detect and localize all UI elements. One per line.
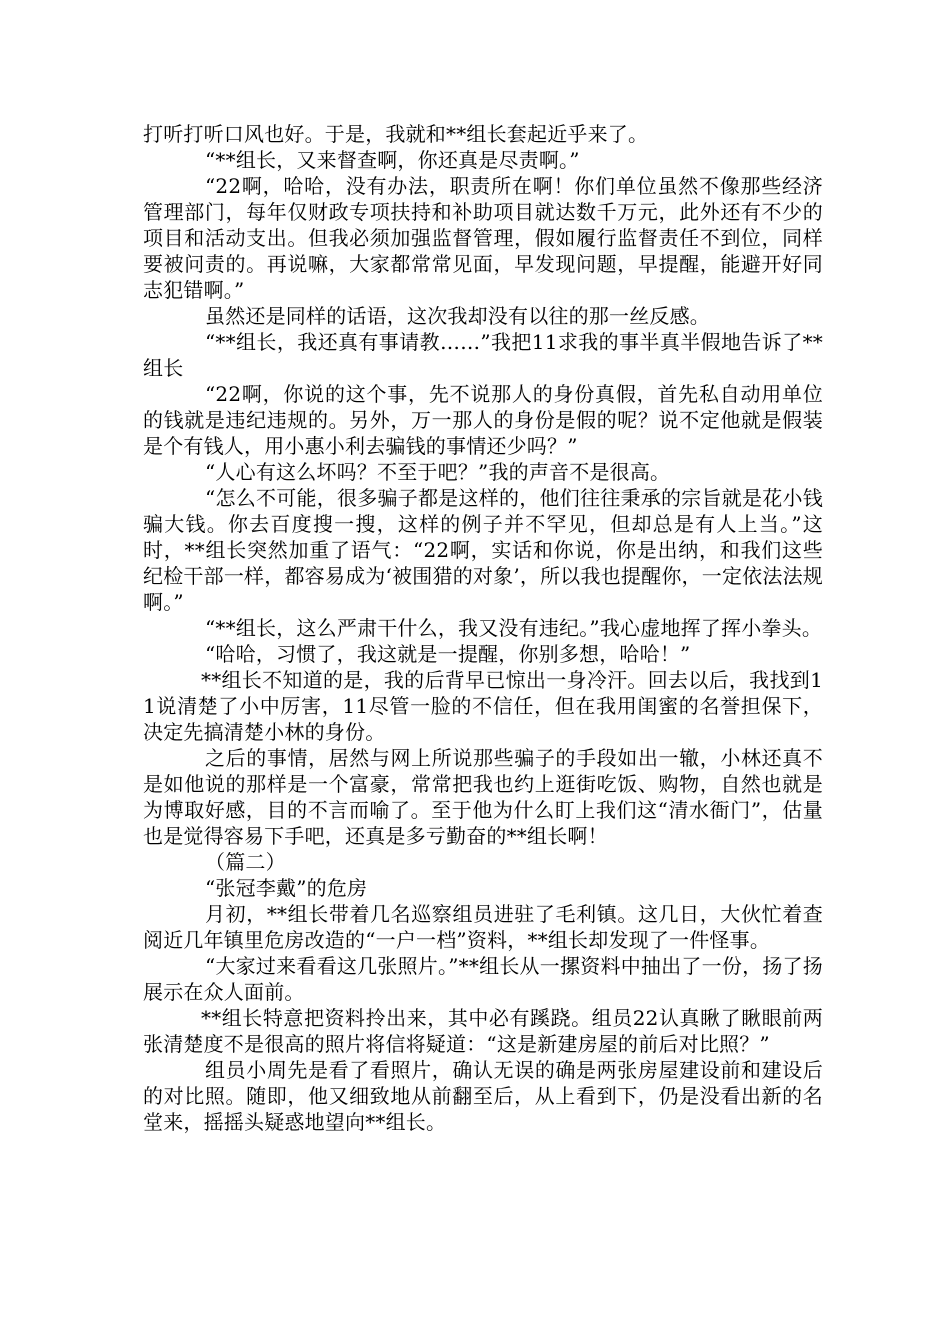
paragraph-1: 打听打听口风也好。于是，我就和**组长套起近乎来了。 bbox=[143, 122, 649, 146]
document-page bbox=[143, 121, 823, 1135]
section-title: “张冠李戴”的危房 bbox=[205, 876, 368, 900]
paragraph-11: **组长不知道的是，我的后背早已惊出一身冷汗。回去以后，我找到11说清楚了小中厉害，11尽管一脸的不信任，但在我用闺蜜的名誉担保下，决定先搞清楚小林的身份。 bbox=[143, 668, 823, 744]
section-heading-part-two: （篇二） bbox=[205, 850, 286, 874]
paragraph-16: 组员小周先是看了看照片，确认无误的确是两张房屋建设前和建设后的对比照。随即，他又细致地从前翻至后，从上看到下，仍是没看出新的名堂来，摇摇头疑惑地望向**组长。 bbox=[143, 1058, 823, 1134]
paragraph-2: “**组长，又来督查啊，你还真是尽责啊。” bbox=[205, 148, 580, 172]
paragraph-14: “大家过来看看这几张照片。”**组长从一摞资料中抽出了一份，扬了扬展示在众人面前。 bbox=[143, 954, 823, 1004]
paragraph-13: 月初，**组长带着几名巡察组员进驻了毛利镇。这几日，大伙忙着查阅近几年镇里危房改造的“一户一档”资料，**组长却发现了一件怪事。 bbox=[143, 902, 823, 952]
paragraph-9: “**组长，这么严肃干什么，我又没有违纪。”我心虚地挥了挥小拳头。 bbox=[205, 616, 823, 640]
paragraph-12: 之后的事情，居然与网上所说那些骗子的手段如出一辙，小林还真不是如他说的那样是一个富豪，常常把我也约上逛街吃饭、购物，自然也就是为博取好感，目的不言而喻了。至于他为什么盯上我们这“清水衙门”，估量也是觉得容易下手吧，还真是多亏勤奋的**组长啊！ bbox=[143, 746, 823, 848]
paragraph-10: “哈哈，习惯了，我这就是一提醒，你别多想，哈哈！” bbox=[205, 642, 691, 666]
paragraph-15: **组长特意把资料拎出来，其中必有蹊跷。组员22认真瞅了瞅眼前两张清楚度不是很高的照片将信将疑道：“这是新建房屋的前后对比照？” bbox=[143, 1006, 823, 1056]
paragraph-6: “22啊，你说的这个事，先不说那人的身份真假，首先私自动用单位的钱就是违纪违规的。另外，万一那人的身份是假的呢？说不定他就是假装是个有钱人，用小惠小利去骗钱的事情还少吗？” bbox=[143, 382, 823, 458]
paragraph-4: 虽然还是同样的话语，这次我却没有以往的那一丝反感。 bbox=[205, 304, 710, 328]
paragraph-5: “**组长，我还真有事请教……”我把11求我的事半真半假地告诉了**组长 bbox=[143, 330, 823, 380]
paragraph-7: “人心有这么坏吗？不至于吧？”我的声音不是很高。 bbox=[205, 460, 671, 484]
paragraph-3: “22啊，哈哈，没有办法，职责所在啊！你们单位虽然不像那些经济管理部门，每年仅财政专项扶持和补助项目就达数千万元，此外还有不少的项目和活动支出。但我必须加强监督管理，假如履行监督责任不到位，同样要被问责的。再说嘛，大家都常常见面，早发现问题，早提醒，能避开好同志犯错啊。” bbox=[143, 174, 823, 302]
paragraph-8: “怎么不可能，很多骗子都是这样的，他们往往秉承的宗旨就是花小钱骗大钱。你去百度搜一搜，这样的例子并不罕见，但却总是有人上当。”这时，**组长突然加重了语气：“22啊，实话和你说，你是出纳，和我们这些纪检干部一样，都容易成为‘被围猎的对象’，所以我也提醒你，一定依法法规啊。” bbox=[143, 486, 823, 614]
